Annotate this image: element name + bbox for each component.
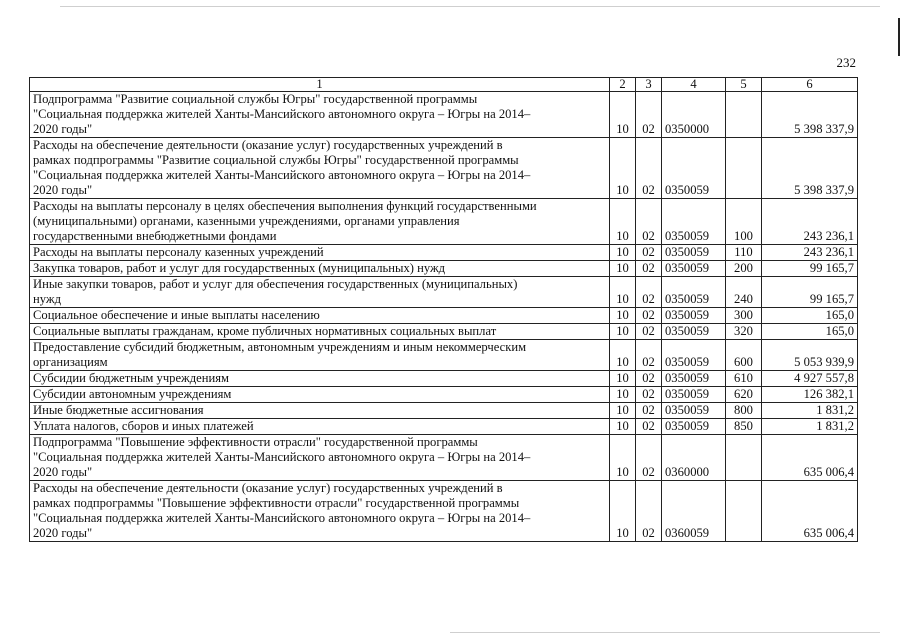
target-article-code: 0350059: [662, 138, 726, 199]
table-row: [30, 199, 858, 245]
row-description: Подпрограмма "Развитие социальной службы Югры" государственной программы "Социальная поддержка жителей Ханты-Мансийского автономного округа – Югры на 2014– 2020 годы": [30, 92, 610, 138]
section-code: 10: [610, 277, 636, 308]
section-code: 10: [610, 403, 636, 419]
target-article-code: 0350059: [662, 324, 726, 340]
target-article-code: 0350059: [662, 308, 726, 324]
subsection-code: 02: [636, 419, 662, 435]
amount: 4 927 557,8: [762, 371, 858, 387]
amount: 5 398 337,9: [762, 92, 858, 138]
section-code: 10: [610, 245, 636, 261]
target-article-code: 0350059: [662, 371, 726, 387]
subsection-code: 02: [636, 403, 662, 419]
table-row: [30, 138, 858, 199]
subsection-code: 02: [636, 92, 662, 138]
row-description: Расходы на выплаты персоналу казенных учреждений: [30, 245, 610, 261]
table-header-row: [30, 78, 858, 92]
expense-type-code: [726, 138, 762, 199]
scan-artifact-top: [60, 6, 880, 7]
table-row: [30, 403, 858, 419]
expense-type-code: 320: [726, 324, 762, 340]
expense-type-code: 300: [726, 308, 762, 324]
row-description: Расходы на обеспечение деятельности (оказание услуг) государственных учреждений в рамках подпрограммы "Развитие социальной службы Югры" государственной программы "Социальная поддержка жителей Ханты-Мансийского автономного округа – Югры на 2014– 2020 годы": [30, 138, 610, 199]
row-description: Уплата налогов, сборов и иных платежей: [30, 419, 610, 435]
column-header-5: 5: [726, 78, 762, 92]
target-article-code: 0350059: [662, 199, 726, 245]
target-article-code: 0350059: [662, 340, 726, 371]
target-article-code: 0350059: [662, 403, 726, 419]
amount: 243 236,1: [762, 199, 858, 245]
target-article-code: 0350059: [662, 245, 726, 261]
expense-type-code: 240: [726, 277, 762, 308]
subsection-code: 02: [636, 481, 662, 542]
section-code: 10: [610, 435, 636, 481]
section-code: 10: [610, 419, 636, 435]
subsection-code: 02: [636, 277, 662, 308]
subsection-code: 02: [636, 435, 662, 481]
expense-type-code: 110: [726, 245, 762, 261]
section-code: 10: [610, 199, 636, 245]
expense-type-code: 800: [726, 403, 762, 419]
expense-type-code: [726, 435, 762, 481]
target-article-code: 0350059: [662, 261, 726, 277]
subsection-code: 02: [636, 387, 662, 403]
expense-type-code: 850: [726, 419, 762, 435]
table-row: [30, 435, 858, 481]
margin-rule: [898, 18, 900, 56]
column-header-4: 4: [662, 78, 726, 92]
column-header-3: 3: [636, 78, 662, 92]
subsection-code: 02: [636, 371, 662, 387]
table-row: [30, 261, 858, 277]
expense-type-code: 200: [726, 261, 762, 277]
expense-type-code: 610: [726, 371, 762, 387]
scan-artifact-bottom: [450, 632, 880, 633]
subsection-code: 02: [636, 261, 662, 277]
subsection-code: 02: [636, 308, 662, 324]
amount: 1 831,2: [762, 403, 858, 419]
section-code: 10: [610, 387, 636, 403]
row-description: Социальные выплаты гражданам, кроме публичных нормативных социальных выплат: [30, 324, 610, 340]
section-code: 10: [610, 371, 636, 387]
expense-type-code: 600: [726, 340, 762, 371]
target-article-code: 0350059: [662, 277, 726, 308]
amount: 1 831,2: [762, 419, 858, 435]
page-number: 232: [836, 55, 856, 70]
expense-type-code: [726, 481, 762, 542]
subsection-code: 02: [636, 324, 662, 340]
section-code: 10: [610, 308, 636, 324]
amount: 5 053 939,9: [762, 340, 858, 371]
row-description: Социальное обеспечение и иные выплаты населению: [30, 308, 610, 324]
amount: 243 236,1: [762, 245, 858, 261]
target-article-code: 0350000: [662, 92, 726, 138]
table-row: [30, 481, 858, 542]
section-code: 10: [610, 261, 636, 277]
subsection-code: 02: [636, 245, 662, 261]
row-description: Предоставление субсидий бюджетным, автономным учреждениям и иным некоммерческим организациям: [30, 340, 610, 371]
section-code: 10: [610, 138, 636, 199]
column-header-6: 6: [762, 78, 858, 92]
amount: 99 165,7: [762, 261, 858, 277]
column-header-2: 2: [610, 78, 636, 92]
table-row: [30, 419, 858, 435]
row-description: Иные закупки товаров, работ и услуг для обеспечения государственных (муниципальных) нужд: [30, 277, 610, 308]
budget-table: [29, 77, 858, 542]
amount: 635 006,4: [762, 435, 858, 481]
table-row: [30, 371, 858, 387]
table-row: [30, 324, 858, 340]
row-description: Субсидии автономным учреждениям: [30, 387, 610, 403]
amount: 165,0: [762, 308, 858, 324]
table-row: [30, 245, 858, 261]
target-article-code: 0350059: [662, 419, 726, 435]
section-code: 10: [610, 324, 636, 340]
expense-type-code: [726, 92, 762, 138]
amount: 99 165,7: [762, 277, 858, 308]
subsection-code: 02: [636, 138, 662, 199]
subsection-code: 02: [636, 199, 662, 245]
row-description: Субсидии бюджетным учреждениям: [30, 371, 610, 387]
target-article-code: 0360059: [662, 481, 726, 542]
column-header-1: 1: [30, 78, 610, 92]
expense-type-code: 100: [726, 199, 762, 245]
section-code: 10: [610, 481, 636, 542]
row-description: Расходы на обеспечение деятельности (оказание услуг) государственных учреждений в рамках подпрограммы "Повышение эффективности отрасли" государственной программы "Социальная поддержка жителей Ханты-Мансийского автономного округа – Югры на 2014– 2020 годы": [30, 481, 610, 542]
table-row: [30, 92, 858, 138]
row-description: Закупка товаров, работ и услуг для государственных (муниципальных) нужд: [30, 261, 610, 277]
expense-type-code: 620: [726, 387, 762, 403]
table-row: [30, 277, 858, 308]
section-code: 10: [610, 92, 636, 138]
target-article-code: 0350059: [662, 387, 726, 403]
section-code: 10: [610, 340, 636, 371]
amount: 635 006,4: [762, 481, 858, 542]
subsection-code: 02: [636, 340, 662, 371]
table-row: [30, 308, 858, 324]
amount: 126 382,1: [762, 387, 858, 403]
amount: 165,0: [762, 324, 858, 340]
row-description: Иные бюджетные ассигнования: [30, 403, 610, 419]
table-body: [30, 78, 858, 542]
row-description: Расходы на выплаты персоналу в целях обеспечения выполнения функций государственными (муниципальными) органами, казенными учреждениями, органами управления государственными внебюджетными фондами: [30, 199, 610, 245]
amount: 5 398 337,9: [762, 138, 858, 199]
target-article-code: 0360000: [662, 435, 726, 481]
table-row: [30, 340, 858, 371]
row-description: Подпрограмма "Повышение эффективности отрасли" государственной программы "Социальная поддержка жителей Ханты-Мансийского автономного округа – Югры на 2014– 2020 годы": [30, 435, 610, 481]
table-row: [30, 387, 858, 403]
